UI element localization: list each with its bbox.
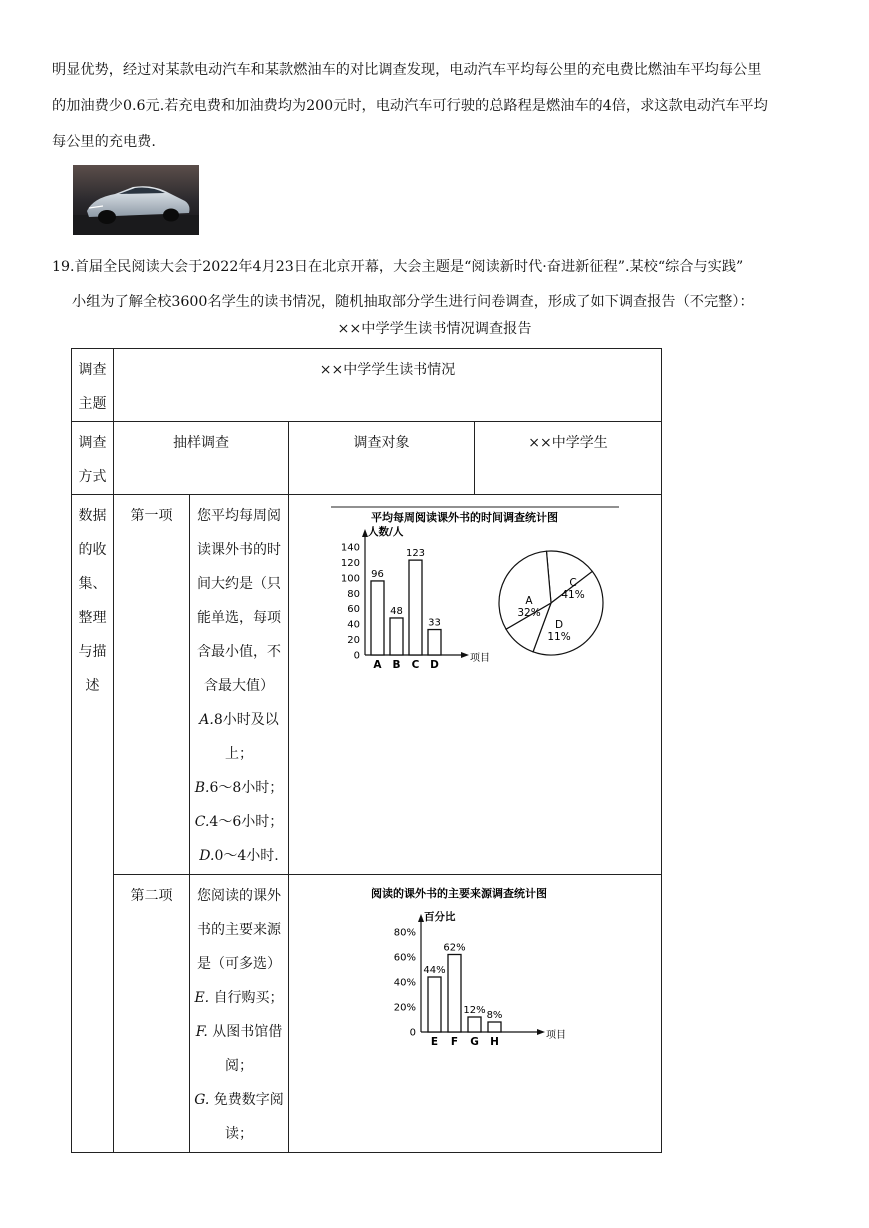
time-bar-xlabel: 项目 <box>470 653 490 664</box>
method-label: 调查方式 <box>72 422 114 495</box>
time-bar-ytick: 100 <box>340 573 360 585</box>
source-bar-category-label: H <box>490 1036 499 1048</box>
time-bar-ytick: 60 <box>347 604 360 616</box>
item1-option-c: C.4～6小时； <box>194 814 284 830</box>
source-bar-ytick: 0 <box>409 1027 416 1039</box>
item1-label: 第一项 <box>114 495 190 875</box>
item1-question: 您平均每周阅读课外书的时间大约是（只能单选，每项含最小值，不含最大值） <box>197 508 281 694</box>
time-bar-value-label: 33 <box>428 617 441 629</box>
source-bar-ytick: 40% <box>393 977 416 989</box>
source-bar-category-label: E <box>430 1036 439 1048</box>
source-bar-bar-H <box>488 1022 501 1032</box>
pie-label-C: C <box>569 577 577 589</box>
item2-chart-cell <box>289 875 662 1153</box>
source-bar-bar-E <box>428 977 441 1032</box>
source-bar-ytick: 20% <box>393 1002 416 1014</box>
time-bar-ytick: 0 <box>353 650 360 662</box>
time-bar-bar-B <box>390 618 403 655</box>
source-bar-value-label: 12% <box>463 1005 486 1016</box>
report-title: ××中学学生读书情况调查报告 <box>337 321 532 337</box>
time-bar-ytick: 140 <box>340 542 360 554</box>
time-bar-ytick: 120 <box>340 557 360 569</box>
time-bar-bar-C <box>409 560 422 655</box>
intro-line-3: 每公里的充电费. <box>52 134 156 150</box>
book-source-chart <box>289 875 661 1065</box>
item2-option-g: G. 免费数字阅读； <box>194 1092 284 1142</box>
question-19-line-1: 19.首届全民阅读大会于2022年4月23日在北京开幕，大会主题是“阅读新时代·奋进新征程”.某校“综合与实践” <box>52 259 744 275</box>
time-bar-ylabel: 人数/人 <box>368 526 404 538</box>
time-bar-ytick: 40 <box>347 619 360 631</box>
time-bar-ytick: 20 <box>347 635 360 647</box>
intro-line-1: 明显优势，经过对某款电动汽车和某款燃油车的对比调查发现，电动汽车平均每公里的充电费比燃油车平均每公里 <box>52 62 762 78</box>
pie-label-D: D <box>554 619 564 631</box>
time-bar-bar-D <box>428 630 441 655</box>
intro-line-2: 的加油费少0.6元.若充电费和加油费均为200元时，电动汽车可行驶的总路程是燃油车的4倍，求这款电动汽车平均 <box>52 98 768 114</box>
source-bar-value-label: 44% <box>423 965 446 976</box>
pie-value-C: 41% <box>561 589 585 601</box>
pie-value-A: 32% <box>517 607 541 619</box>
item1-option-d: D.0～4小时. <box>199 848 279 864</box>
time-bar-category-label: D <box>430 659 439 671</box>
pie-value-D: 11% <box>547 631 571 643</box>
time-bar-value-label: 96 <box>371 568 384 580</box>
item2-label: 第二项 <box>114 875 190 1153</box>
item1-option-a: A.8小时及以上； <box>199 712 279 762</box>
object-label: 调查对象 <box>289 422 475 495</box>
item2-question-cell <box>190 875 289 1153</box>
time-bar-bar-A <box>371 581 384 655</box>
question-19 <box>52 250 842 320</box>
time-bar-x-arrow <box>461 652 469 658</box>
item2-option-f: F. 从图书馆借阅； <box>195 1024 283 1074</box>
source-bar-category-label: F <box>450 1036 459 1048</box>
source-bar-ytick: 60% <box>393 952 416 964</box>
question-19-line-2: 小组为了解全校3600名学生的读书情况，随机抽取部分学生进行问卷调查，形成了如下调查报告（不完整）： <box>72 294 754 310</box>
reading-time-charts <box>289 495 661 675</box>
source-bar-x-arrow <box>537 1029 545 1035</box>
source-bar-bar-G <box>468 1017 481 1032</box>
source-bar-title: 阅读的课外书的主要来源调查统计图 <box>371 887 547 900</box>
pie-label-A: A <box>525 595 533 607</box>
electric-car-photo <box>73 165 199 235</box>
item2-option-e: E. 自行购买； <box>194 990 284 1006</box>
source-bar-ytick: 80% <box>393 927 416 939</box>
time-bar-category-label: C <box>411 659 420 671</box>
theme-label: 调查主题 <box>72 349 114 422</box>
time-bar-category-label: B <box>392 659 401 671</box>
source-bar-category-label: G <box>470 1036 479 1048</box>
time-bar-title: 平均每周阅读课外书的时间调查统计图 <box>371 511 558 524</box>
time-bar-value-label: 123 <box>405 548 426 560</box>
source-bar-bar-F <box>448 955 461 1033</box>
method-value: 抽样调查 <box>114 422 289 495</box>
time-bar-value-label: 48 <box>390 605 403 617</box>
theme-value: ××中学学生读书情况 <box>114 349 662 422</box>
time-bar-category-label: A <box>373 659 382 671</box>
item1-chart-cell <box>289 495 662 875</box>
intro-paragraph <box>52 52 832 160</box>
time-bar-ytick: 80 <box>347 588 360 600</box>
report-table <box>71 348 662 1153</box>
source-bar-value-label: 62% <box>443 942 466 954</box>
item1-option-b: B.6～8小时； <box>194 780 284 796</box>
data-collection-label: 数据的收集、整理与描述 <box>72 495 114 1153</box>
source-bar-value-label: 8% <box>486 1010 503 1021</box>
source-bar-ylabel: 百分比 <box>424 911 456 923</box>
item2-question: 您阅读的课外书的主要来源是（可多选） <box>197 888 281 972</box>
source-bar-xlabel: 项目 <box>546 1030 566 1041</box>
object-value: ××中学学生 <box>475 422 662 495</box>
item1-question-cell <box>190 495 289 875</box>
